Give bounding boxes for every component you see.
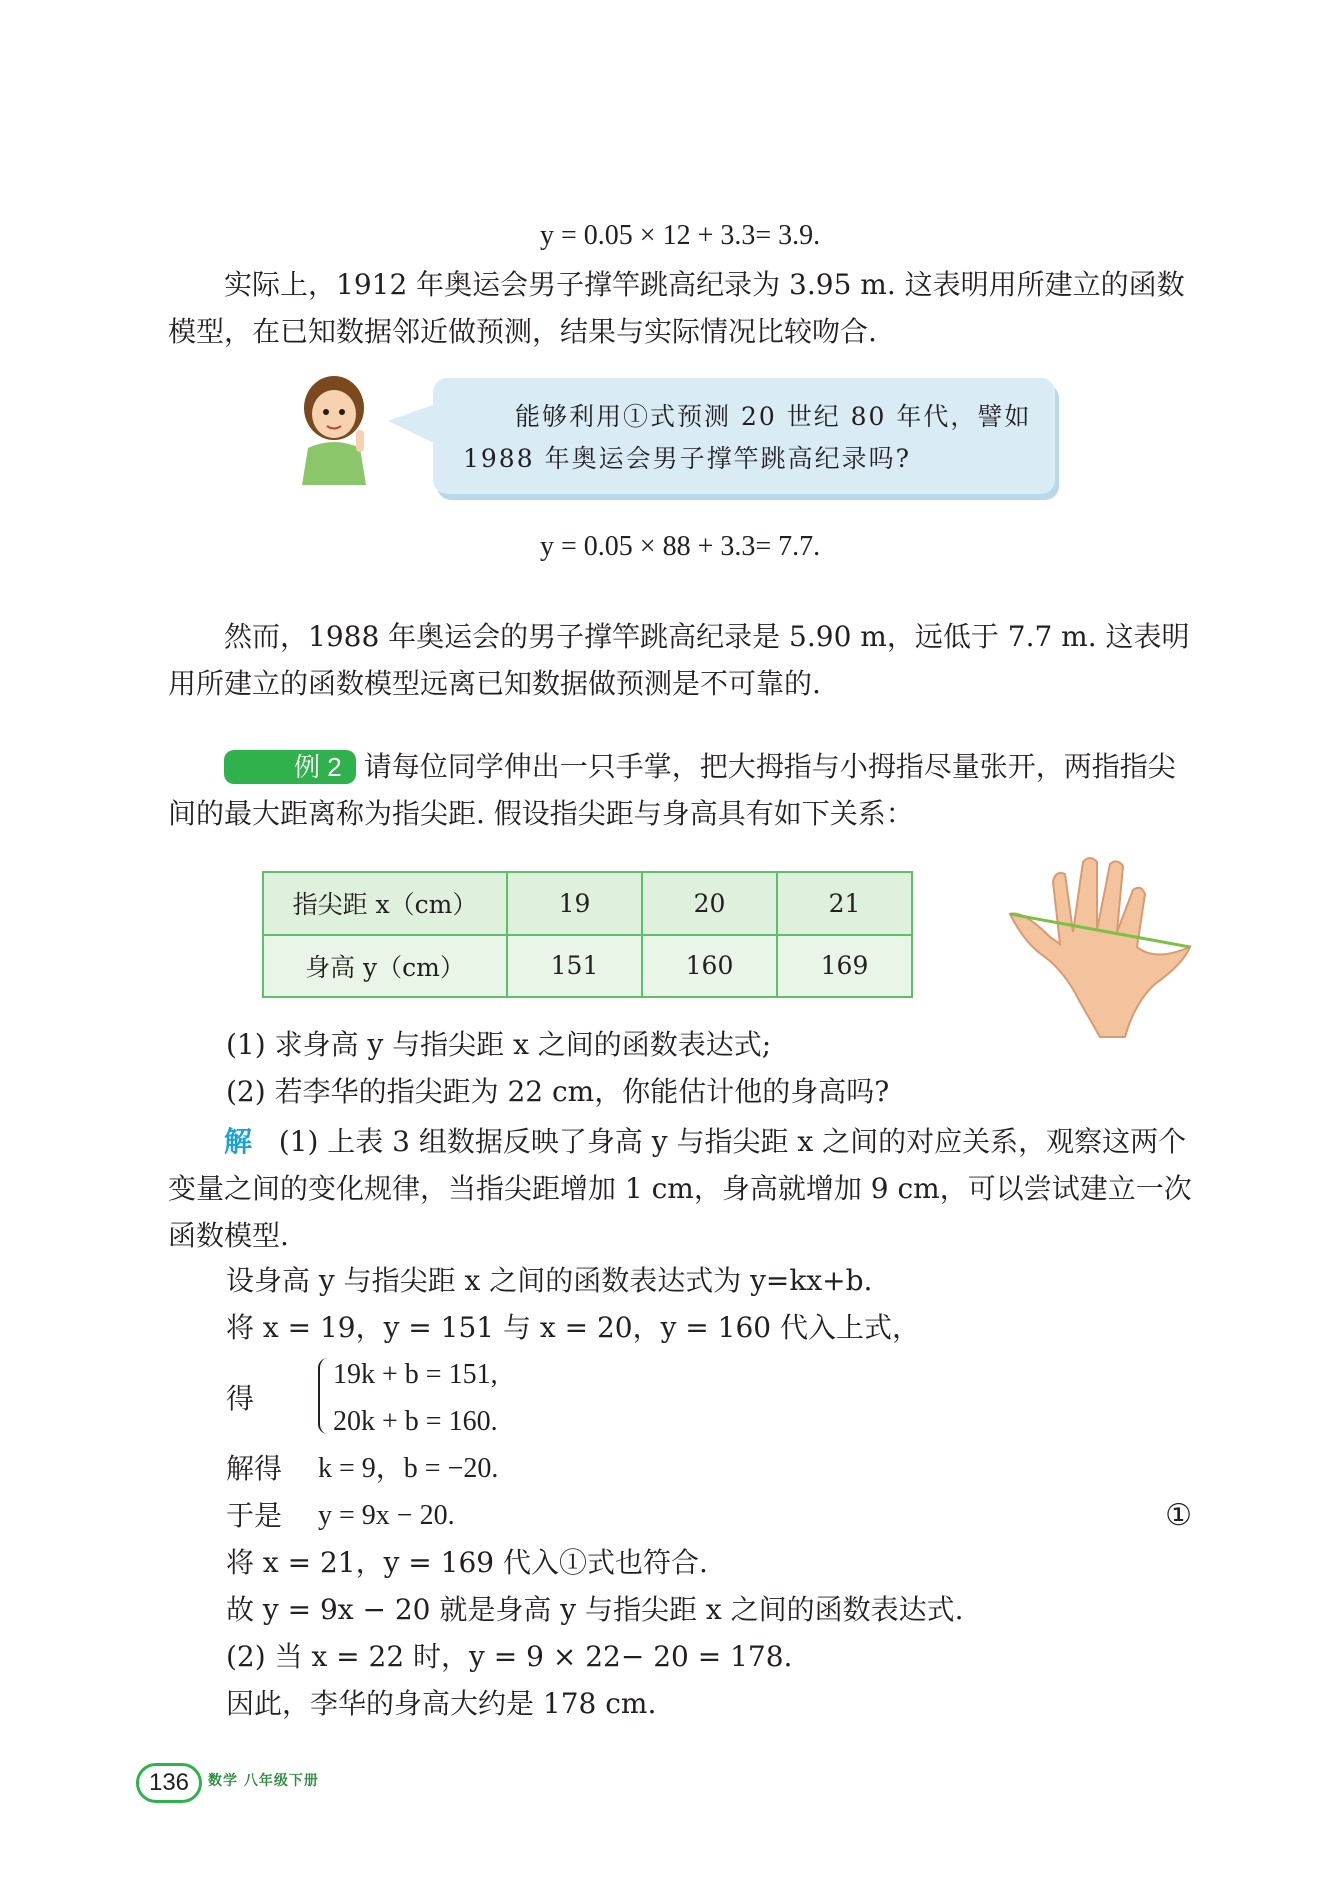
solution-text-1: (1) 上表 3 组数据反映了身高 y 与指尖距 x 之间的对应关系，观察这两个变量之间的变化规律，当指尖距增加 1 cm，身高就增加 9 cm，可以尝试建立一次函数模型. (168, 1125, 1192, 1252)
table-cell: 20 (642, 872, 777, 935)
system-brace (318, 1358, 332, 1434)
solution-step-9: (2) 当 x = 22 时，y = 9 × 22− 20 = 178. (226, 1640, 793, 1673)
table-cell: 160 (642, 935, 777, 998)
solution-step-3: 将 x = 19，y = 151 与 x = 20，y = 160 代入上式， (226, 1311, 921, 1344)
example-2-paragraph (168, 743, 1198, 837)
table-row (263, 872, 912, 935)
page-number: 136 (136, 1763, 202, 1803)
table-cell: 151 (507, 935, 642, 998)
table-cell: 身高 y（cm） (263, 935, 507, 998)
equation-2: y = 0.05 × 88 + 3.3= 7.7. (540, 531, 821, 562)
equation-1: y = 0.05 × 12 + 3.3= 3.9. (540, 220, 821, 251)
system-equation-2: 20k + b = 160. (333, 1406, 498, 1437)
solution-step-6-label: 于是 (226, 1499, 283, 1532)
data-table (262, 871, 913, 998)
table-cell: 169 (777, 935, 912, 998)
equation-marker: ① (1165, 1498, 1192, 1533)
solution-step-5-label: 解得 (226, 1452, 283, 1485)
hand-illustration (1005, 852, 1195, 1042)
table-row (263, 935, 912, 998)
teacher-illustration (294, 370, 378, 485)
question-1: (1) 求身高 y 与指尖距 x 之间的函数表达式; (226, 1028, 772, 1061)
paragraph-2: 然而，1988 年奥运会的男子撑竿跳高纪录是 5.90 m，远低于 7.7 m. 这表明用所建立的函数模型远离已知数据做预测是不可靠的. (168, 620, 1190, 700)
table-cell: 指尖距 x（cm） (263, 872, 507, 935)
example-2-text: 请每位同学伸出一只手掌，把大拇指与小拇指尽量张开，两指指尖间的最大距离称为指尖距. 假设指尖距与身高具有如下关系： (168, 750, 1176, 830)
table-cell: 19 (507, 872, 642, 935)
paragraph-1: 实际上，1912 年奥运会男子撑竿跳高纪录为 3.95 m. 这表明用所建立的函数模型，在已知数据邻近做预测，结果与实际情况比较吻合. (168, 268, 1185, 348)
speech-bubble (433, 378, 1055, 494)
solution-step-5: k = 9，b = −20. (318, 1453, 499, 1484)
solution-step-7: 将 x = 21，y = 169 代入①式也符合. (226, 1546, 708, 1579)
solution-step-4-label: 得 (226, 1382, 255, 1415)
speech-bubble-text: 能够利用①式预测 20 世纪 80 年代，譬如 1988 年奥运会男子撑竿跳高纪录吗? (463, 402, 1032, 473)
solution-part-1 (168, 1118, 1198, 1259)
example-2-tag: 例 2 (224, 750, 356, 784)
system-equation-1: 19k + b = 151, (333, 1359, 498, 1390)
solution-step-8: 故 y = 9x − 20 就是身高 y 与指尖距 x 之间的函数表达式. (226, 1593, 964, 1626)
table-cell: 21 (777, 872, 912, 935)
solution-step-10: 因此，李华的身高大约是 178 cm. (226, 1687, 657, 1720)
book-title: 数学 八年级下册 (208, 1773, 319, 1789)
question-2: (2) 若李华的指尖距为 22 cm，你能估计他的身高吗? (226, 1075, 890, 1108)
speech-bubble-tail (388, 403, 438, 445)
solution-step-2: 设身高 y 与指尖距 x 之间的函数表达式为 y=kx+b. (226, 1264, 873, 1297)
solution-label: 解 (224, 1125, 253, 1158)
solution-step-6: y = 9x − 20. (318, 1500, 455, 1531)
